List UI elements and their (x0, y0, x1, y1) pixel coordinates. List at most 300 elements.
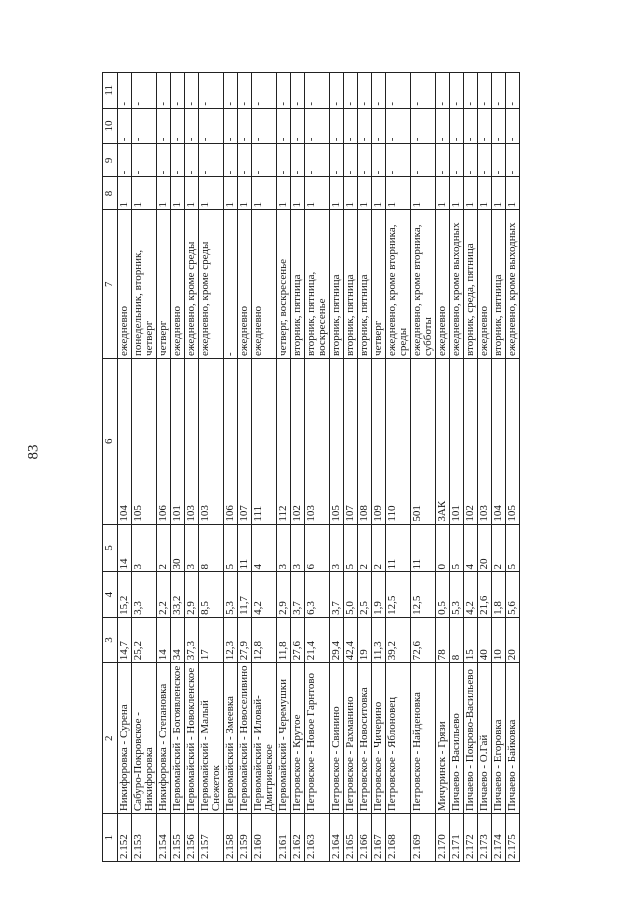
table-cell: - (199, 108, 224, 144)
table-cell: 14 (118, 524, 132, 572)
table-cell: Первомайский - Иловай-Дмитриевское (252, 663, 277, 814)
table-cell: 1 (224, 177, 238, 210)
table-cell: Никифоровка - Сурена (118, 663, 132, 814)
table-cell: 2.163 (305, 814, 330, 862)
table-cell: 3 (277, 524, 291, 572)
table-cell: ежедневно, кроме среды (185, 210, 199, 358)
table-cell: ежедневно, кроме вторника, среды (386, 210, 411, 358)
table-cell: Петровское - Найденовка (411, 663, 436, 814)
table-cell: - (330, 108, 344, 144)
table-cell: 2.173 (478, 814, 492, 862)
table-cell: - (372, 144, 386, 177)
table-cell: Мичуринск - Грязи (436, 663, 450, 814)
table-cell: - (478, 108, 492, 144)
table-cell: 15,2 (118, 572, 132, 617)
table-cell: ежедневно, кроме среды (199, 210, 224, 358)
table-row (372, 73, 386, 862)
table-cell: 4 (464, 524, 478, 572)
table-cell: - (224, 108, 238, 144)
table-cell: 4,2 (464, 572, 478, 617)
table-cell: 2.165 (344, 814, 358, 862)
table-cell: Пичаево - Васильево (450, 663, 464, 814)
table-cell: 2 (372, 524, 386, 572)
table-cell: 2.172 (464, 814, 478, 862)
table-cell: ежедневно (252, 210, 277, 358)
table-cell: - (252, 108, 277, 144)
table-cell: - (224, 144, 238, 177)
header-cell: 9 (103, 144, 118, 177)
table-cell: - (305, 108, 330, 144)
table-row (411, 73, 436, 862)
table-cell: 37,3 (185, 617, 199, 662)
table-cell: Петровское - Новое Гарнтово (305, 663, 330, 814)
table-cell: 8,5 (199, 572, 224, 617)
table-cell: - (252, 73, 277, 109)
table-cell: 1 (344, 177, 358, 210)
table-cell: 27,9 (238, 617, 252, 662)
table-cell: 1 (330, 177, 344, 210)
table-cell: 1 (492, 177, 506, 210)
table-cell: 105 (506, 358, 520, 524)
header-cell: 2 (103, 663, 118, 814)
table-cell: ежедневно (171, 210, 185, 358)
table-cell: - (478, 144, 492, 177)
table-cell: - (157, 144, 171, 177)
table-cell: - (344, 73, 358, 109)
table-row (132, 73, 157, 862)
table-cell: 40 (478, 617, 492, 662)
table-cell: 2.156 (185, 814, 199, 862)
table-cell: - (344, 108, 358, 144)
table-cell: 1 (358, 177, 372, 210)
table-cell: - (291, 144, 305, 177)
table-cell: 34 (171, 617, 185, 662)
table-cell: - (464, 108, 478, 144)
table-cell: 2 (492, 524, 506, 572)
table-cell: 3 (330, 524, 344, 572)
table-cell: - (450, 108, 464, 144)
table-cell: 72,6 (411, 617, 436, 662)
table-cell: 2.175 (506, 814, 520, 862)
table-row (464, 73, 478, 862)
table-cell: Петровское - Новоситовка (358, 663, 372, 814)
table-cell: 101 (171, 358, 185, 524)
table-row (171, 73, 185, 862)
table-cell: 5 (450, 524, 464, 572)
table-cell: 111 (252, 358, 277, 524)
table-cell: 11,3 (372, 617, 386, 662)
table-cell: - (386, 144, 411, 177)
table-cell: 102 (464, 358, 478, 524)
table-cell: 104 (492, 358, 506, 524)
table-cell: 8 (450, 617, 464, 662)
table-cell: - (506, 144, 520, 177)
table-row (386, 73, 411, 862)
table-cell: - (277, 73, 291, 109)
table-cell: Первомайский - Черемушки (277, 663, 291, 814)
table-cell: 14,7 (118, 617, 132, 662)
table-cell: вторник, пятница, воскресенье (305, 210, 330, 358)
table-cell: 2.161 (277, 814, 291, 862)
table-row (330, 73, 344, 862)
table-cell: 33,2 (171, 572, 185, 617)
table-cell: ежедневно, кроме выходных (450, 210, 464, 358)
table-cell: 12,8 (252, 617, 277, 662)
table-cell: - (277, 144, 291, 177)
table-cell: Никифоровка - Степановка (157, 663, 171, 814)
table-cell: 42,4 (344, 617, 358, 662)
table-row (238, 73, 252, 862)
table-cell: - (291, 73, 305, 109)
table-row (450, 73, 464, 862)
table-cell: - (277, 108, 291, 144)
table-cell: 15 (464, 617, 478, 662)
table-cell: 106 (224, 358, 238, 524)
table-cell: - (224, 73, 238, 109)
table-cell: - (492, 144, 506, 177)
table-row (252, 73, 277, 862)
table-cell: - (118, 108, 132, 144)
table-row (199, 73, 224, 862)
table-cell: 2.170 (436, 814, 450, 862)
table-cell: 5 (344, 524, 358, 572)
table-row (478, 73, 492, 862)
table-cell: 501 (411, 358, 436, 524)
table-cell: 1 (411, 177, 436, 210)
table-cell: 11,8 (277, 617, 291, 662)
table-cell: 6 (305, 524, 330, 572)
table-cell: 5,0 (344, 572, 358, 617)
table-cell: ежедневно, кроме выходных (506, 210, 520, 358)
table-cell: - (330, 73, 344, 109)
table-cell: 1 (291, 177, 305, 210)
table-cell: Петровское - Яблоновец (386, 663, 411, 814)
table-cell: 1,9 (372, 572, 386, 617)
table-cell: 104 (118, 358, 132, 524)
table-cell: - (386, 73, 411, 109)
table-cell: - (436, 73, 450, 109)
header-cell: 11 (103, 73, 118, 109)
table-cell: Первомайский - Малый Снежеток (199, 663, 224, 814)
table-cell: 1 (506, 177, 520, 210)
table-cell: - (492, 108, 506, 144)
header-cell: 10 (103, 108, 118, 144)
table-cell: - (464, 144, 478, 177)
table-cell: 2.155 (171, 814, 185, 862)
table-cell: 5 (224, 524, 238, 572)
table-cell: - (344, 144, 358, 177)
table-cell: 5 (506, 524, 520, 572)
table-cell: - (185, 144, 199, 177)
routes-table-body (103, 73, 520, 862)
table-cell: - (305, 73, 330, 109)
table-cell: - (330, 144, 344, 177)
table-cell: четверг, воскресенье (277, 210, 291, 358)
table-cell: 2.162 (291, 814, 305, 862)
table-cell: - (291, 108, 305, 144)
table-cell: 10 (492, 617, 506, 662)
table-cell: - (185, 73, 199, 109)
table-cell: 1 (277, 177, 291, 210)
table-row (157, 73, 171, 862)
table-cell: 1 (199, 177, 224, 210)
table-cell: - (132, 144, 157, 177)
table-cell: вторник, пятница (492, 210, 506, 358)
table-cell: - (506, 73, 520, 109)
table-row (277, 73, 291, 862)
header-cell: 6 (103, 358, 118, 524)
table-row (492, 73, 506, 862)
table-cell: ежедневно (478, 210, 492, 358)
table-cell: 2.166 (358, 814, 372, 862)
table-cell: 2,5 (358, 572, 372, 617)
table-cell: 1 (386, 177, 411, 210)
table-cell: 103 (199, 358, 224, 524)
table-cell: 1,8 (492, 572, 506, 617)
table-cell: 5,3 (224, 572, 238, 617)
table-cell: - (450, 73, 464, 109)
table-cell: 105 (132, 358, 157, 524)
table-cell: 0,5 (436, 572, 450, 617)
table-cell: - (132, 108, 157, 144)
table-cell: 4,2 (252, 572, 277, 617)
table-cell: 1 (185, 177, 199, 210)
table-cell: 2.158 (224, 814, 238, 862)
table-cell: 3 (185, 524, 199, 572)
table-cell: 107 (238, 358, 252, 524)
table-cell: 3,3 (132, 572, 157, 617)
table-cell: - (358, 73, 372, 109)
table-cell: Пичаево - Егоровка (492, 663, 506, 814)
table-cell: 2.167 (372, 814, 386, 862)
table-cell: 14 (157, 617, 171, 662)
table-cell: - (478, 73, 492, 109)
header-cell: 7 (103, 210, 118, 358)
table-cell: 78 (436, 617, 450, 662)
table-cell: 3 (132, 524, 157, 572)
table-cell: 1 (436, 177, 450, 210)
table-cell: 3,7 (330, 572, 344, 617)
table-cell: - (358, 108, 372, 144)
table-cell: четверг (157, 210, 171, 358)
table-cell: - (171, 144, 185, 177)
table-cell: - (157, 108, 171, 144)
table-cell: 30 (171, 524, 185, 572)
table-cell: - (252, 144, 277, 177)
header-cell: 1 (103, 814, 118, 862)
table-row (506, 73, 520, 862)
table-cell: ежедневно (436, 210, 450, 358)
table-cell: 1 (464, 177, 478, 210)
table-cell: - (238, 108, 252, 144)
document-frame (102, 72, 608, 862)
table-row (436, 73, 450, 862)
table-cell: вторник, пятница (344, 210, 358, 358)
table-cell: 2 (157, 524, 171, 572)
table-cell: Пичаево - Байковка (506, 663, 520, 814)
table-cell: 112 (277, 358, 291, 524)
table-cell: - (118, 144, 132, 177)
table-cell: - (436, 144, 450, 177)
table-cell: Первомайский - Змеевка (224, 663, 238, 814)
table-cell: 29,4 (330, 617, 344, 662)
table-cell: вторник, пятница (358, 210, 372, 358)
table-cell: 108 (358, 358, 372, 524)
table-cell: - (358, 144, 372, 177)
table-cell: 5,6 (506, 572, 520, 617)
table-cell: - (436, 108, 450, 144)
page-number: 83 (25, 444, 42, 460)
table-cell: 6,3 (305, 572, 330, 617)
table-cell: - (450, 144, 464, 177)
table-cell: Пичаево - О.Гай (478, 663, 492, 814)
table-cell: 2.171 (450, 814, 464, 862)
table-cell: Сабуро-Покровское - Никифоровка (132, 663, 157, 814)
table-cell: 12,5 (411, 572, 436, 617)
table-cell: 1 (238, 177, 252, 210)
table-cell: Первомайский - Новокленское (185, 663, 199, 814)
table-cell: 11 (411, 524, 436, 572)
table-cell: Петровское - Крутое (291, 663, 305, 814)
table-cell: понедельник, вторник, четверг (132, 210, 157, 358)
table-cell: - (199, 73, 224, 109)
table-cell: Петровское - Чичерино (372, 663, 386, 814)
table-cell: 103 (185, 358, 199, 524)
table-cell: 1 (252, 177, 277, 210)
table-cell: - (305, 144, 330, 177)
table-cell: - (199, 144, 224, 177)
table-cell: 101 (450, 358, 464, 524)
table-cell: 2.169 (411, 814, 436, 862)
table-cell: 0 (436, 524, 450, 572)
table-cell: 1 (372, 177, 386, 210)
table-cell: 2.154 (157, 814, 171, 862)
table-cell: 27,6 (291, 617, 305, 662)
table-cell: 8 (199, 524, 224, 572)
table-cell: 2.157 (199, 814, 224, 862)
table-cell: - (132, 73, 157, 109)
table-cell: - (118, 73, 132, 109)
table-cell: 2 (358, 524, 372, 572)
table-cell: - (171, 108, 185, 144)
table-cell: 103 (305, 358, 330, 524)
table-cell: 2,9 (277, 572, 291, 617)
table-cell: 17 (199, 617, 224, 662)
table-cell: - (238, 144, 252, 177)
header-cell: 5 (103, 524, 118, 572)
table-cell: - (185, 108, 199, 144)
table-cell: 3АК (436, 358, 450, 524)
table-cell: 2.168 (386, 814, 411, 862)
table-cell: 2.164 (330, 814, 344, 862)
table-cell: Пичаево - Покрово-Васильево (464, 663, 478, 814)
table-cell: 110 (386, 358, 411, 524)
table-cell: 105 (330, 358, 344, 524)
table-cell: 1 (132, 177, 157, 210)
table-cell: 1 (118, 177, 132, 210)
table-cell: ежедневно (118, 210, 132, 358)
table-row (185, 73, 199, 862)
table-cell: 2,2 (157, 572, 171, 617)
table-cell: 5,3 (450, 572, 464, 617)
table-cell: Петровское - Свинино (330, 663, 344, 814)
table-row (291, 73, 305, 862)
table-cell: 20 (478, 524, 492, 572)
rotated-table-wrapper (102, 72, 608, 862)
table-cell: 11,7 (238, 572, 252, 617)
table-cell: Петровское - Рахманино (344, 663, 358, 814)
header-cell: 3 (103, 617, 118, 662)
table-cell: 11 (386, 524, 411, 572)
table-cell: - (492, 73, 506, 109)
table-cell: - (386, 108, 411, 144)
table-cell: 4 (252, 524, 277, 572)
table-cell: - (411, 73, 436, 109)
table-cell: 2.159 (238, 814, 252, 862)
table-cell: 107 (344, 358, 358, 524)
table-cell: 20 (506, 617, 520, 662)
table-cell: 1 (450, 177, 464, 210)
table-cell: 2.174 (492, 814, 506, 862)
table-row (224, 73, 238, 862)
table-cell: 2.152 (118, 814, 132, 862)
table-cell: 103 (478, 358, 492, 524)
table-cell: 109 (372, 358, 386, 524)
table-cell: 1 (171, 177, 185, 210)
table-cell: - (372, 73, 386, 109)
table-cell: 2,9 (185, 572, 199, 617)
table-row (344, 73, 358, 862)
table-cell: - (464, 73, 478, 109)
table-row (305, 73, 330, 862)
table-cell: четверг (372, 210, 386, 358)
table-cell: вторник, пятница (330, 210, 344, 358)
table-cell: 21,4 (305, 617, 330, 662)
table-cell: - (238, 73, 252, 109)
table-cell: ежедневно (238, 210, 252, 358)
table-cell: 2.153 (132, 814, 157, 862)
routes-table (102, 72, 520, 862)
header-cell: 4 (103, 572, 118, 617)
table-cell: ежедневно, кроме вторника, субботы (411, 210, 436, 358)
table-cell: 25,2 (132, 617, 157, 662)
table-header-row (103, 73, 118, 862)
table-cell: Первомайский - Новоселивино (238, 663, 252, 814)
table-cell: 19 (358, 617, 372, 662)
table-cell: - (411, 108, 436, 144)
table-row (118, 73, 132, 862)
table-cell: 1 (157, 177, 171, 210)
table-cell: вторник, среда, пятница (464, 210, 478, 358)
table-cell: 106 (157, 358, 171, 524)
table-cell: 12,5 (386, 572, 411, 617)
table-cell: - (411, 144, 436, 177)
table-cell: 1 (305, 177, 330, 210)
table-cell: 3 (291, 524, 305, 572)
table-cell: - (224, 210, 238, 358)
table-cell: Первомайский - Богоявленское (171, 663, 185, 814)
table-cell: - (157, 73, 171, 109)
table-cell: 39,2 (386, 617, 411, 662)
table-cell: 1 (478, 177, 492, 210)
table-row (358, 73, 372, 862)
table-cell: - (506, 108, 520, 144)
table-cell: 21,6 (478, 572, 492, 617)
table-cell: 102 (291, 358, 305, 524)
table-cell: 11 (238, 524, 252, 572)
table-cell: - (372, 108, 386, 144)
table-cell: вторник, пятница (291, 210, 305, 358)
